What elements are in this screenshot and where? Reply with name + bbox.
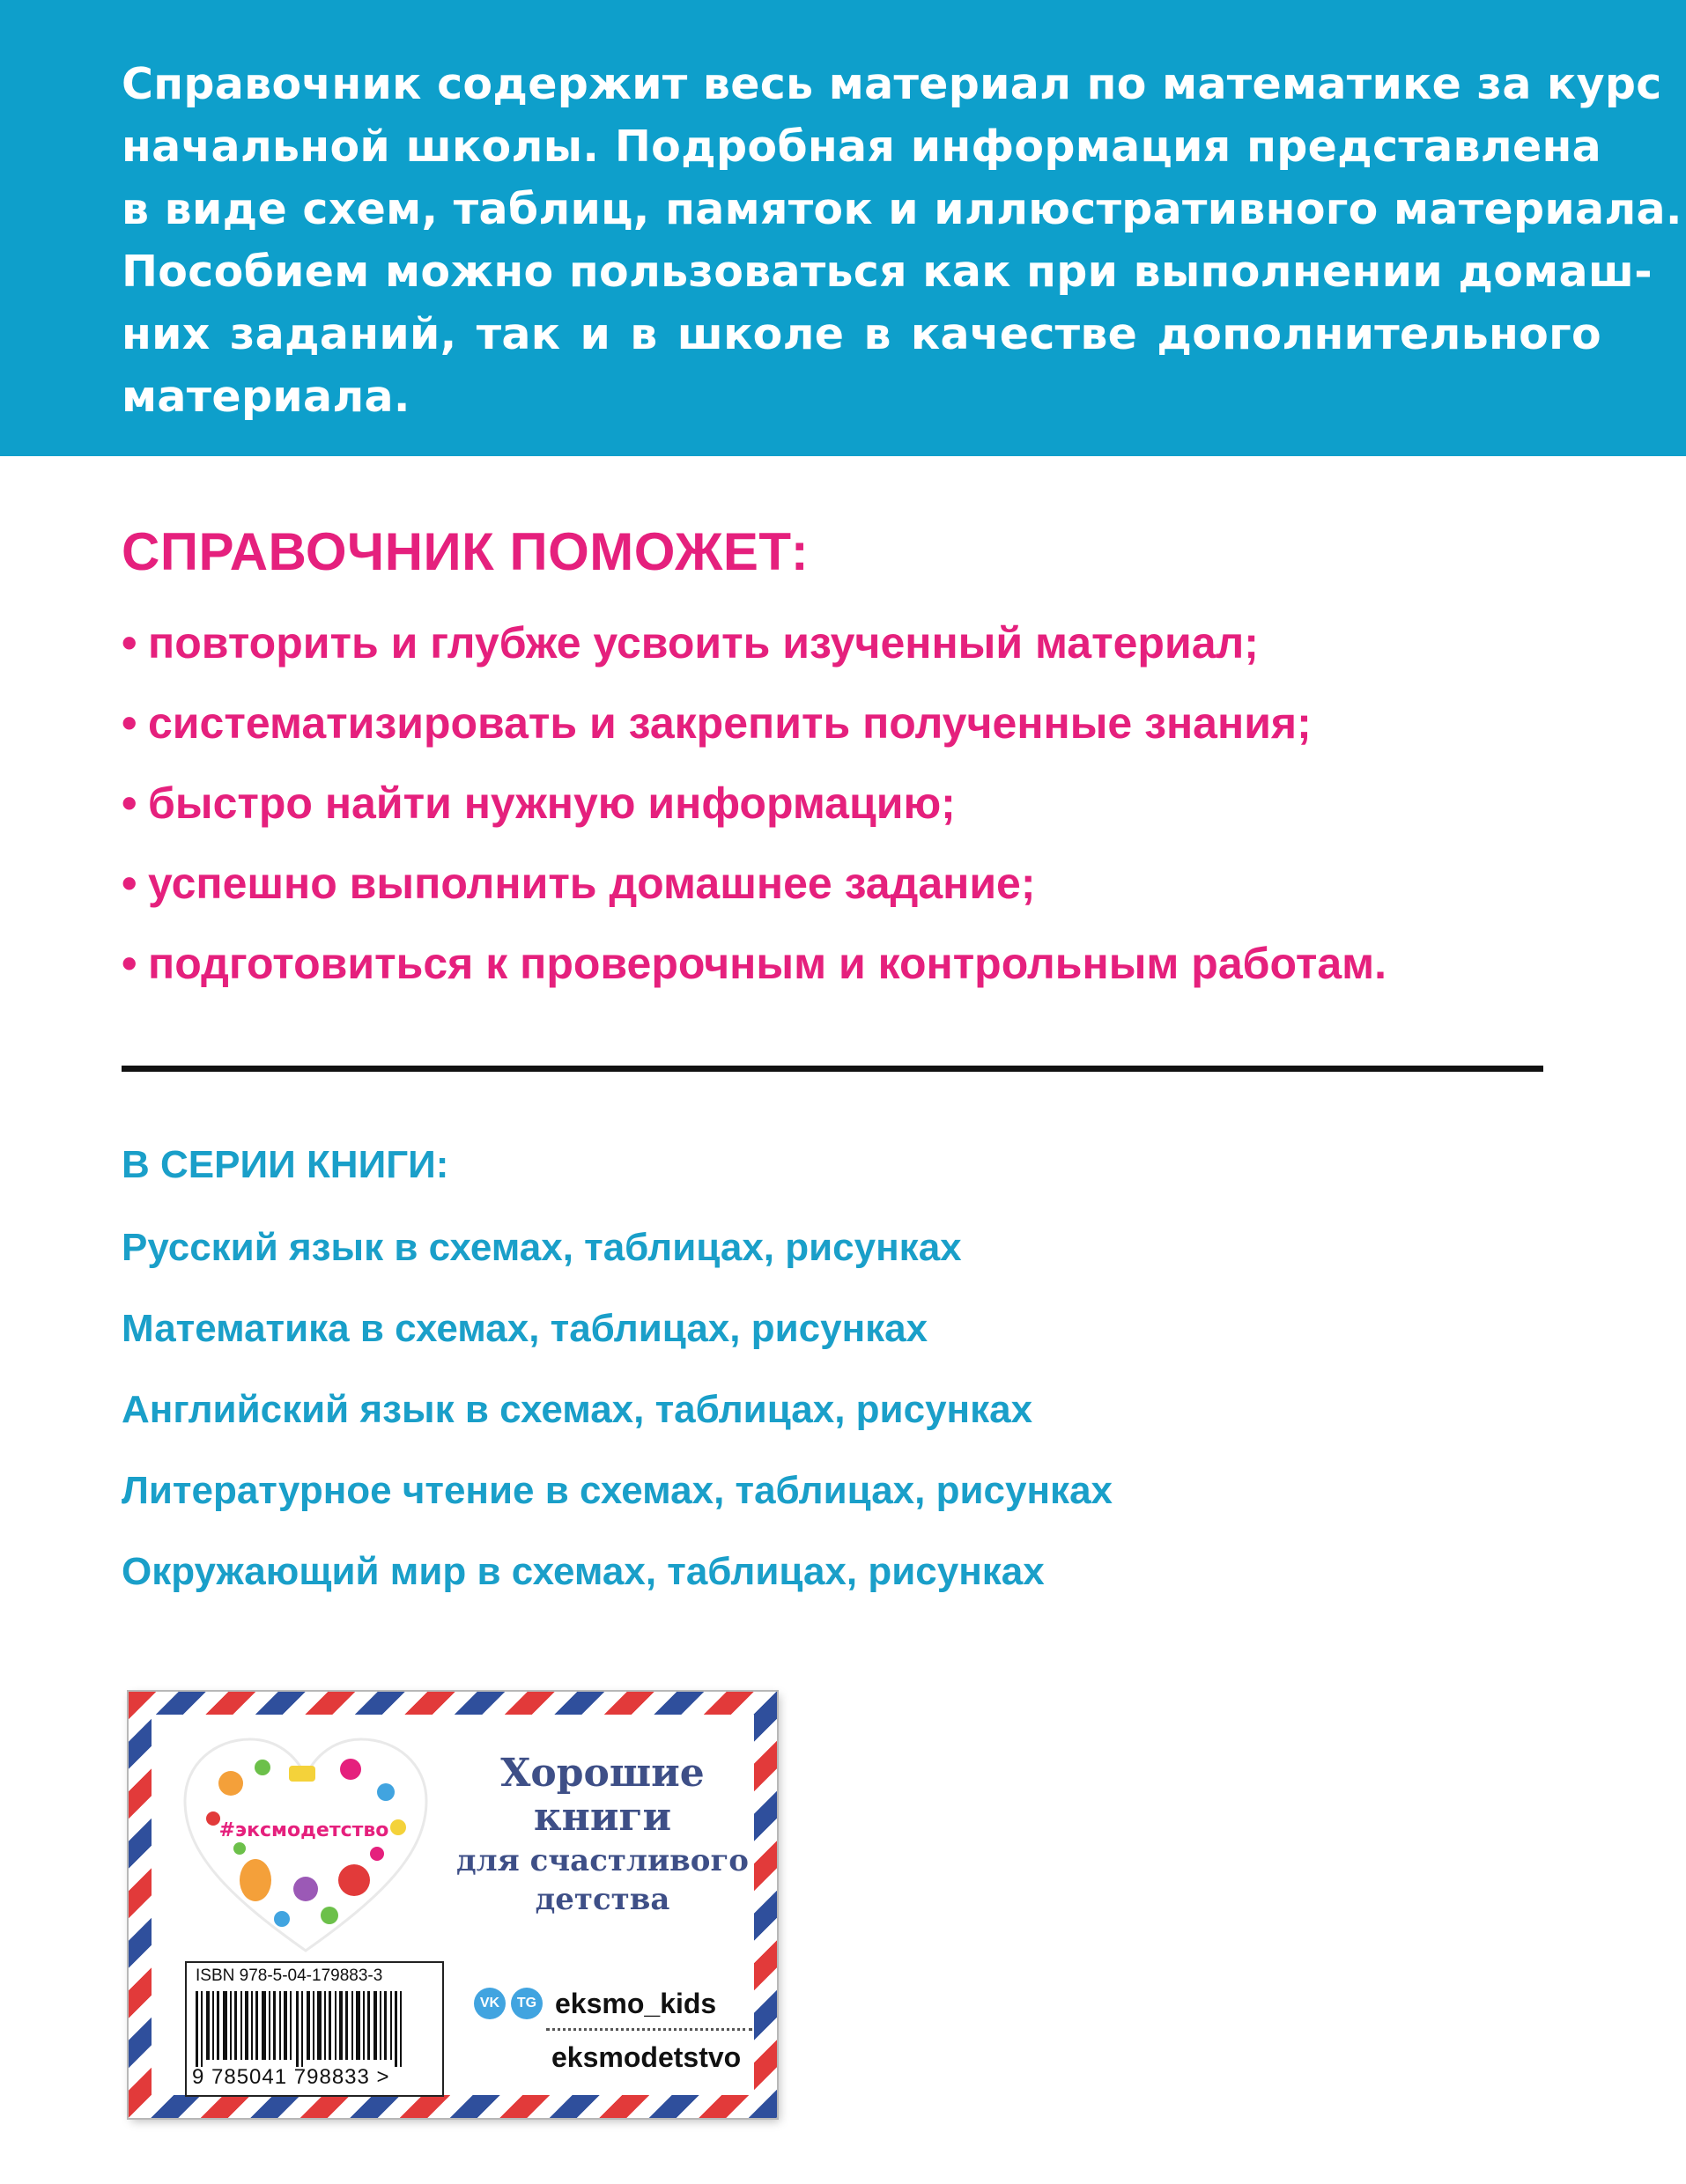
intro-line: Справочник содержит весь материал по математике за курс [122,59,1662,109]
series-item: Окружающий мир в схемах, таблицах, рисунках [122,1550,1045,1593]
telegram-icon[interactable]: TG [511,1988,543,2019]
intro-line: в виде схем, таблиц, памяток и иллюстративного материала. [122,184,1682,234]
social-row [474,1979,747,2028]
bullet-icon: • [122,939,137,988]
series-item: Литературное чтение в схемах, таблицах, рисунках [122,1469,1113,1512]
envelope-card [129,1692,777,2118]
intro-line: начальной школы. Подробная информация представлена [122,122,1601,172]
top-blue-band [0,0,1686,456]
barcode-icon [196,1991,432,2067]
helps-title: СПРАВОЧНИК ПОМОЖЕТ: [122,522,810,581]
series-item: Математика в схемах, таблицах, рисунках [122,1307,928,1350]
list-item-text: быстро найти нужную информацию; [148,778,956,828]
section-divider [122,1066,1543,1072]
list-item-text: систематизировать и закрепить полученные знания; [148,698,1312,748]
bullet-icon: • [122,698,137,748]
bullet-icon: • [122,859,137,908]
list-item [122,777,1387,857]
slogan-line: книги [533,1795,672,1840]
list-item [122,937,1387,1017]
bullet-icon: • [122,778,137,828]
barcode-digits: 9 785041 798833 > [192,2065,390,2089]
social-block [474,1979,747,2084]
intro-line: материала. [122,372,410,422]
helps-list [122,616,1387,1017]
series-item: Английский язык в схемах, таблицах, рисунках [122,1388,1033,1431]
isbn-label: ISBN 978-5-04-179883-3 [196,1966,383,1985]
list-item-text: подготовиться к проверочным и контрольным работам. [148,939,1387,988]
slogan [453,1752,752,1919]
bullet-icon: • [122,618,137,668]
envelope-inner [152,1715,754,2095]
series-list [122,1224,1113,1629]
social-handle-eksmo-kids[interactable]: eksmo_kids [555,1987,717,2019]
series-title: В СЕРИИ КНИГИ: [122,1143,449,1186]
intro-line: Пособием можно пользоваться как при выполнении домаш- [122,247,1653,297]
intro-line: них заданий, так и в школе в качестве дополнительного [122,309,1601,359]
vk-icon[interactable]: VK [474,1988,506,2019]
slogan-line: для счастливого [456,1843,749,1878]
series-item: Русский язык в схемах, таблицах, рисунках [122,1226,962,1269]
list-item [122,697,1387,777]
slogan-line: Хорошие [500,1751,705,1796]
slogan-line: детства [535,1882,670,1917]
intro-paragraph [122,53,1682,428]
list-item-text: повторить и глубже усвоить изученный материал; [148,618,1259,668]
hashtag-label: #эксмодетство [218,1819,389,1841]
barcode-box [185,1961,444,2097]
list-item-text: успешно выполнить домашнее задание; [148,859,1036,908]
social-handle-eksmodetstvo[interactable]: eksmodetstvo [551,2041,742,2073]
list-item [122,857,1387,937]
list-item [122,616,1387,697]
